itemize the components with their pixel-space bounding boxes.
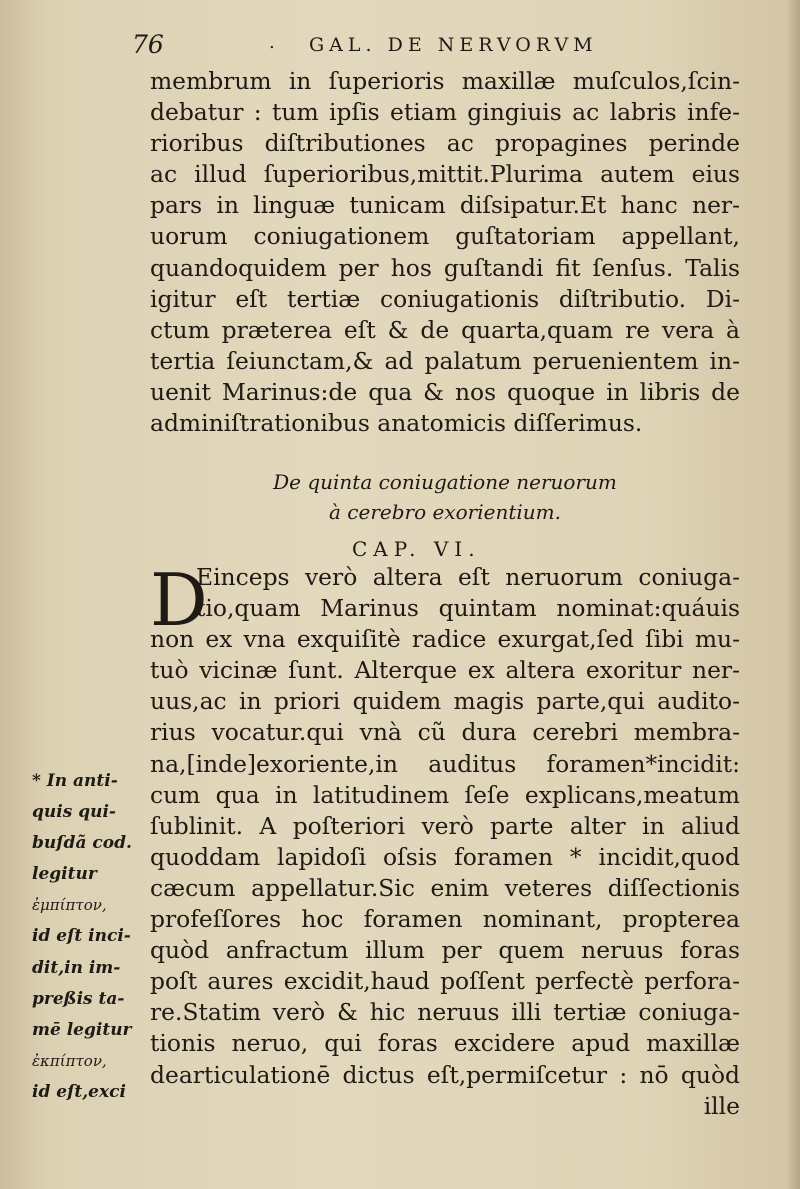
text-line: tionis neruo, qui foras excidere apud maxillæ: [150, 1029, 740, 1058]
margin-note-line: * In anti-: [32, 771, 118, 791]
margin-note-line: legitur: [32, 864, 97, 885]
text-line: poſt aures excidit,haud poſſent perfectè perfora-: [150, 967, 740, 996]
page-number: 76: [132, 30, 164, 59]
text-block-2: [150, 558, 740, 1122]
text-line: ac illud ſuperioribus,mittit.Plurima autem eius: [150, 160, 740, 189]
margin-note-line: mē legitur: [32, 1019, 132, 1040]
margin-note-line: id eſt,exci: [32, 1081, 126, 1102]
margin-note-line: quis qui-: [32, 802, 116, 823]
text-line: tertia ſeiunctam,& ad palatum peruenientem in-: [150, 346, 740, 375]
text-line: cum qua in latitudinem ſeſe explicans,meatum: [150, 780, 740, 809]
text-line: tuò vicinæ ſunt. Alterque ex altera exoritur ner-: [150, 656, 740, 685]
page-edge-shadow: [786, 0, 800, 1189]
text-line: non ex vna exquiſitè radice exurgat,ſed ſibi mu-: [150, 625, 740, 654]
text-line: membrum in ſuperioris maxillæ muſculos,ſcin-: [150, 67, 740, 95]
text-line: dearticulationē dictus eſt,permiſcetur : nō quòd: [150, 1060, 740, 1089]
drop-cap-initial: D: [150, 558, 208, 642]
text-line: ſublinit. A poſteriori verò parte alter in aliud: [150, 811, 740, 840]
text-block-1: [150, 66, 740, 439]
text-line: igitur eſt tertiæ coniugationis diſtributio. Di-: [150, 284, 740, 313]
marginal-note: [32, 766, 142, 1108]
margin-note-line: dit,in im-: [32, 957, 121, 978]
text-line: adminiſtrationibus anatomicis diſſerimus.: [150, 409, 643, 438]
margin-note-line: ἐκπίπτον,: [32, 1051, 107, 1070]
text-line: ctum præterea eſt & de quarta,quam re vera à: [150, 315, 740, 344]
margin-note-line: buſdã cod.: [32, 833, 132, 854]
text-line: Einceps verò altera eſt neruorum coniuga-: [196, 563, 740, 591]
margin-note-line: id eſt inci-: [32, 926, 131, 947]
text-line: uenit Marinus:de qua & nos quoque in libris de: [150, 377, 740, 406]
text-line: quoddam lapidoſi oſsis foramen * incidit,quod: [150, 842, 740, 871]
text-line: na,[inde]exoriente,in auditus foramen*incidit:: [150, 749, 740, 778]
chapter-label: CAP. VI.: [352, 537, 481, 561]
margin-note-line: ἐμπίπτον,: [32, 896, 107, 915]
text-line: cæcum appellatur.Sic enim veteres diſſectionis: [150, 873, 740, 902]
text-line: re.Statim verò & hic neruus illi tertiæ coniuga-: [150, 998, 740, 1027]
text-line: uorum coniugationem guſtatoriam appellant,: [150, 222, 740, 251]
header-separator: .: [269, 32, 275, 53]
catchword: ille: [703, 1091, 740, 1120]
text-line: pars in linguæ tunicam diſsipatur.Et hanc ner-: [150, 191, 740, 220]
section-heading-line-1: De quinta coniugatione neruorum: [273, 470, 617, 494]
text-line: tio,quam Marinus quintam nominat:quáuis: [196, 594, 740, 623]
section-heading-line-2: à cerebro exorientium.: [329, 500, 561, 524]
text-line: uus,ac in priori quidem magis parte,qui audito-: [150, 687, 740, 716]
text-line: rioribus diſtributiones ac propagines perinde: [150, 129, 740, 158]
margin-note-line: preßis ta-: [32, 988, 125, 1009]
running-head: GAL. DE NERVORVM: [309, 34, 598, 56]
text-line: quandoquidem per hos guſtandi fit ſenſus. Talis: [150, 253, 740, 282]
text-line: quòd anfractum illum per quem neruus foras: [150, 936, 740, 965]
text-line: debatur : tum ipſis etiam gingiuis ac labris infe-: [150, 98, 740, 127]
text-line: profeſſores hoc foramen nominant, propterea: [150, 905, 740, 934]
text-line: rius vocatur.qui vnà cũ dura cerebri membra-: [150, 718, 740, 747]
